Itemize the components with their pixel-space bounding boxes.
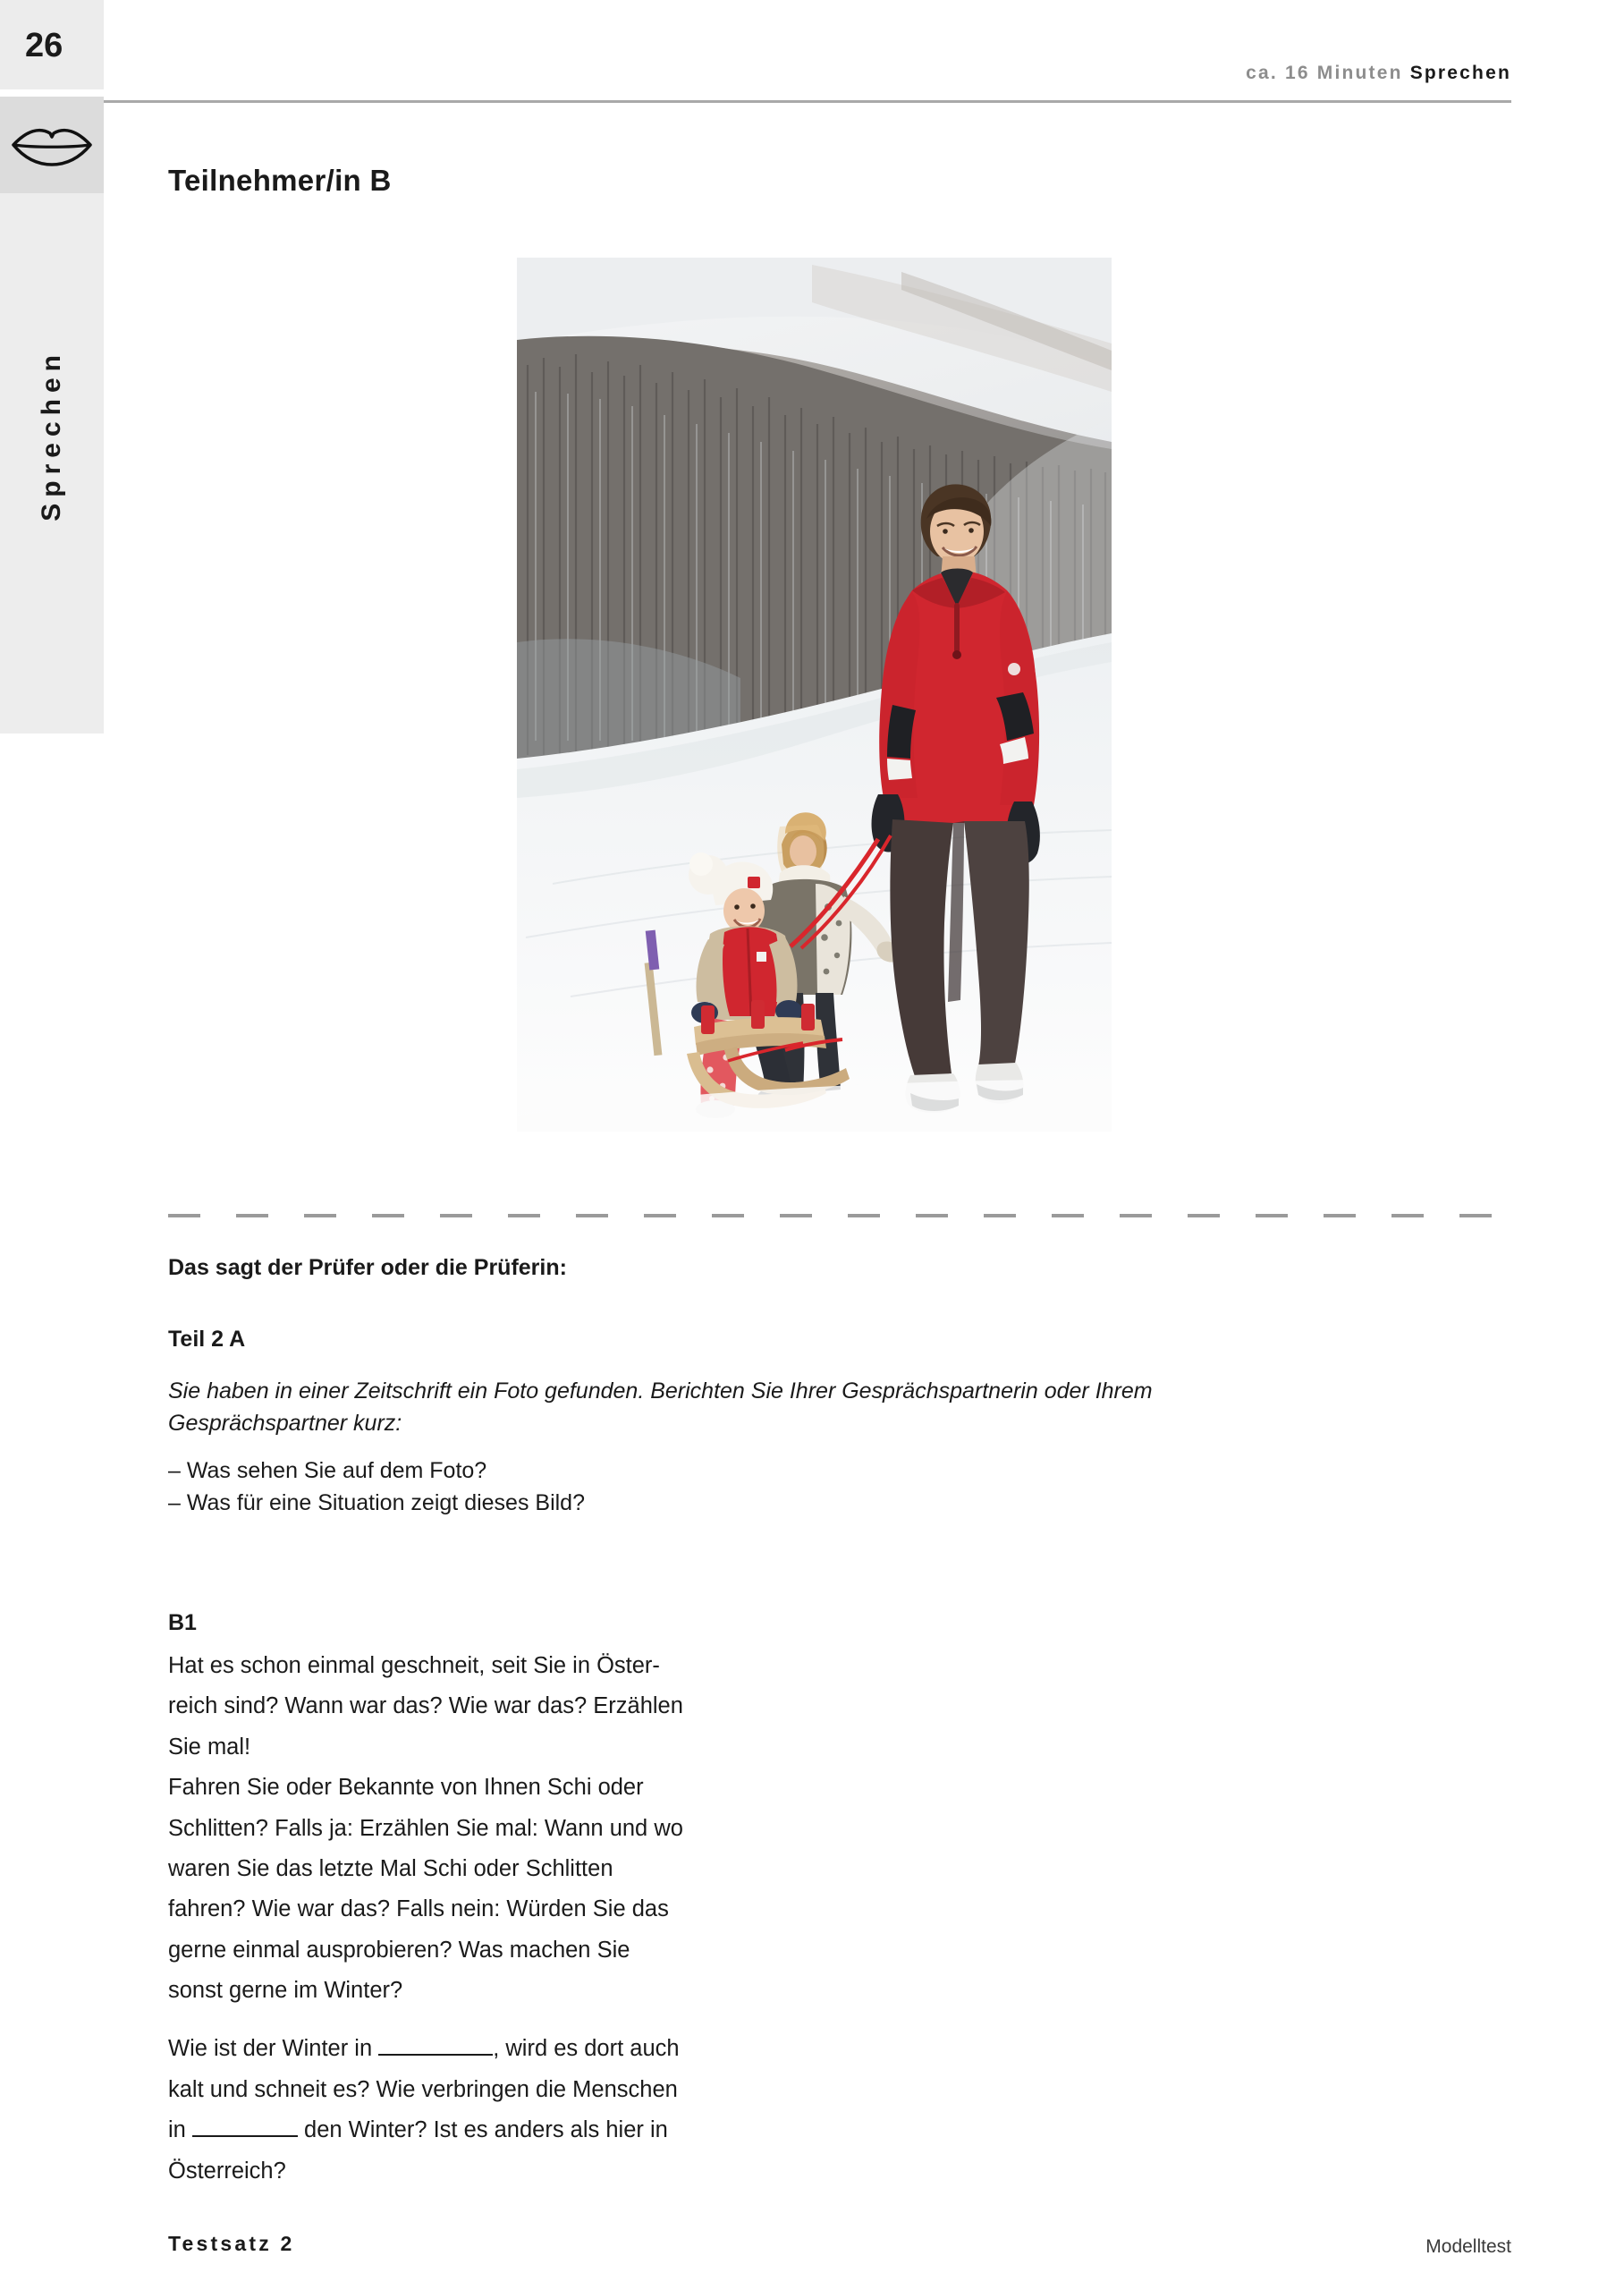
b1-p3-seg-1: Wie ist der Winter in (168, 2036, 379, 2062)
bullet-item: – Was sehen Sie auf dem Foto? (168, 1458, 487, 1483)
page-title: Teilnehmer/in B (168, 164, 392, 197)
b1-p2-line-6: sonst gerne im Winter? (168, 1978, 403, 2003)
b1-p2-line-2: Schlitten? Falls ja: Erzählen Sie mal: Wann und wo (168, 1815, 683, 1841)
b1-p1-line-3: Sie mal! (168, 1734, 251, 1760)
dashed-divider (168, 1214, 1511, 1217)
sidebar-icon-box (0, 97, 104, 193)
task-photo (517, 258, 1112, 1132)
fill-in-blank-country-1[interactable] (378, 2054, 493, 2056)
bullet-item: – Was für eine Situation zeigt dieses Bild? (168, 1489, 585, 1515)
b1-paragraph-1 (168, 1646, 830, 1768)
b1-p3-seg-4: in (168, 2117, 192, 2143)
examiner-heading: Das sagt der Prüfer oder die Prüferin: (168, 1255, 567, 1280)
part-heading: Teil 2 A (168, 1327, 246, 1352)
sidebar-skill-text: Sprechen (37, 349, 66, 522)
instruction-bullets (168, 1455, 585, 1519)
b1-paragraph-2 (168, 1768, 830, 2011)
b1-p3-seg-6: Österreich? (168, 2158, 286, 2184)
b1-p3-seg-2: , wird es dort auch (493, 2036, 680, 2062)
running-head-duration: ca. 16 Minuten (1246, 63, 1403, 83)
instruction-line-2: Gesprächspartner kurz: (168, 1410, 402, 1436)
b1-question-block (168, 1646, 830, 2192)
b1-p2-line-3: waren Sie das letzte Mal Schi oder Schlitten (168, 1855, 613, 1881)
b1-p3-seg-5: den Winter? Ist es anders als hier in (297, 2117, 668, 2143)
page-number: 26 (25, 27, 63, 64)
footer-test-set: Testsatz 2 (168, 2232, 295, 2255)
b1-p3-seg-3: kalt und schneit es? Wie verbringen die Menschen (168, 2076, 678, 2102)
fill-in-blank-country-2[interactable] (192, 2135, 298, 2137)
b1-p2-line-4: fahren? Wie war das? Falls nein: Würden Sie das (168, 1896, 669, 1922)
b1-label: B1 (168, 1610, 197, 1635)
b1-p2-line-5: gerne einmal ausprobieren? Was machen Sie (168, 1937, 630, 1963)
b1-paragraph-3 (168, 2029, 830, 2192)
running-head-skill: Sprechen (1409, 63, 1511, 83)
footer-model-test: Modelltest (1425, 2236, 1511, 2257)
instruction-text (168, 1376, 1511, 1439)
b1-p1-line-1: Hat es schon einmal geschneit, seit Sie in Öster- (168, 1653, 660, 1678)
running-head (1246, 63, 1511, 84)
b1-p2-line-1: Fahren Sie oder Bekannte von Ihnen Schi oder (168, 1775, 644, 1801)
mouth-icon (11, 122, 93, 168)
instruction-line-1: Sie haben in einer Zeitschrift ein Foto gefunden. Berichten Sie Ihrer Gesprächspartnerin oder Ihrem (168, 1378, 1153, 1404)
b1-p1-line-2: reich sind? Wann war das? Wie war das? Erzählen (168, 1693, 683, 1719)
header-rule (104, 100, 1511, 103)
sidebar-skill-label (0, 349, 104, 526)
